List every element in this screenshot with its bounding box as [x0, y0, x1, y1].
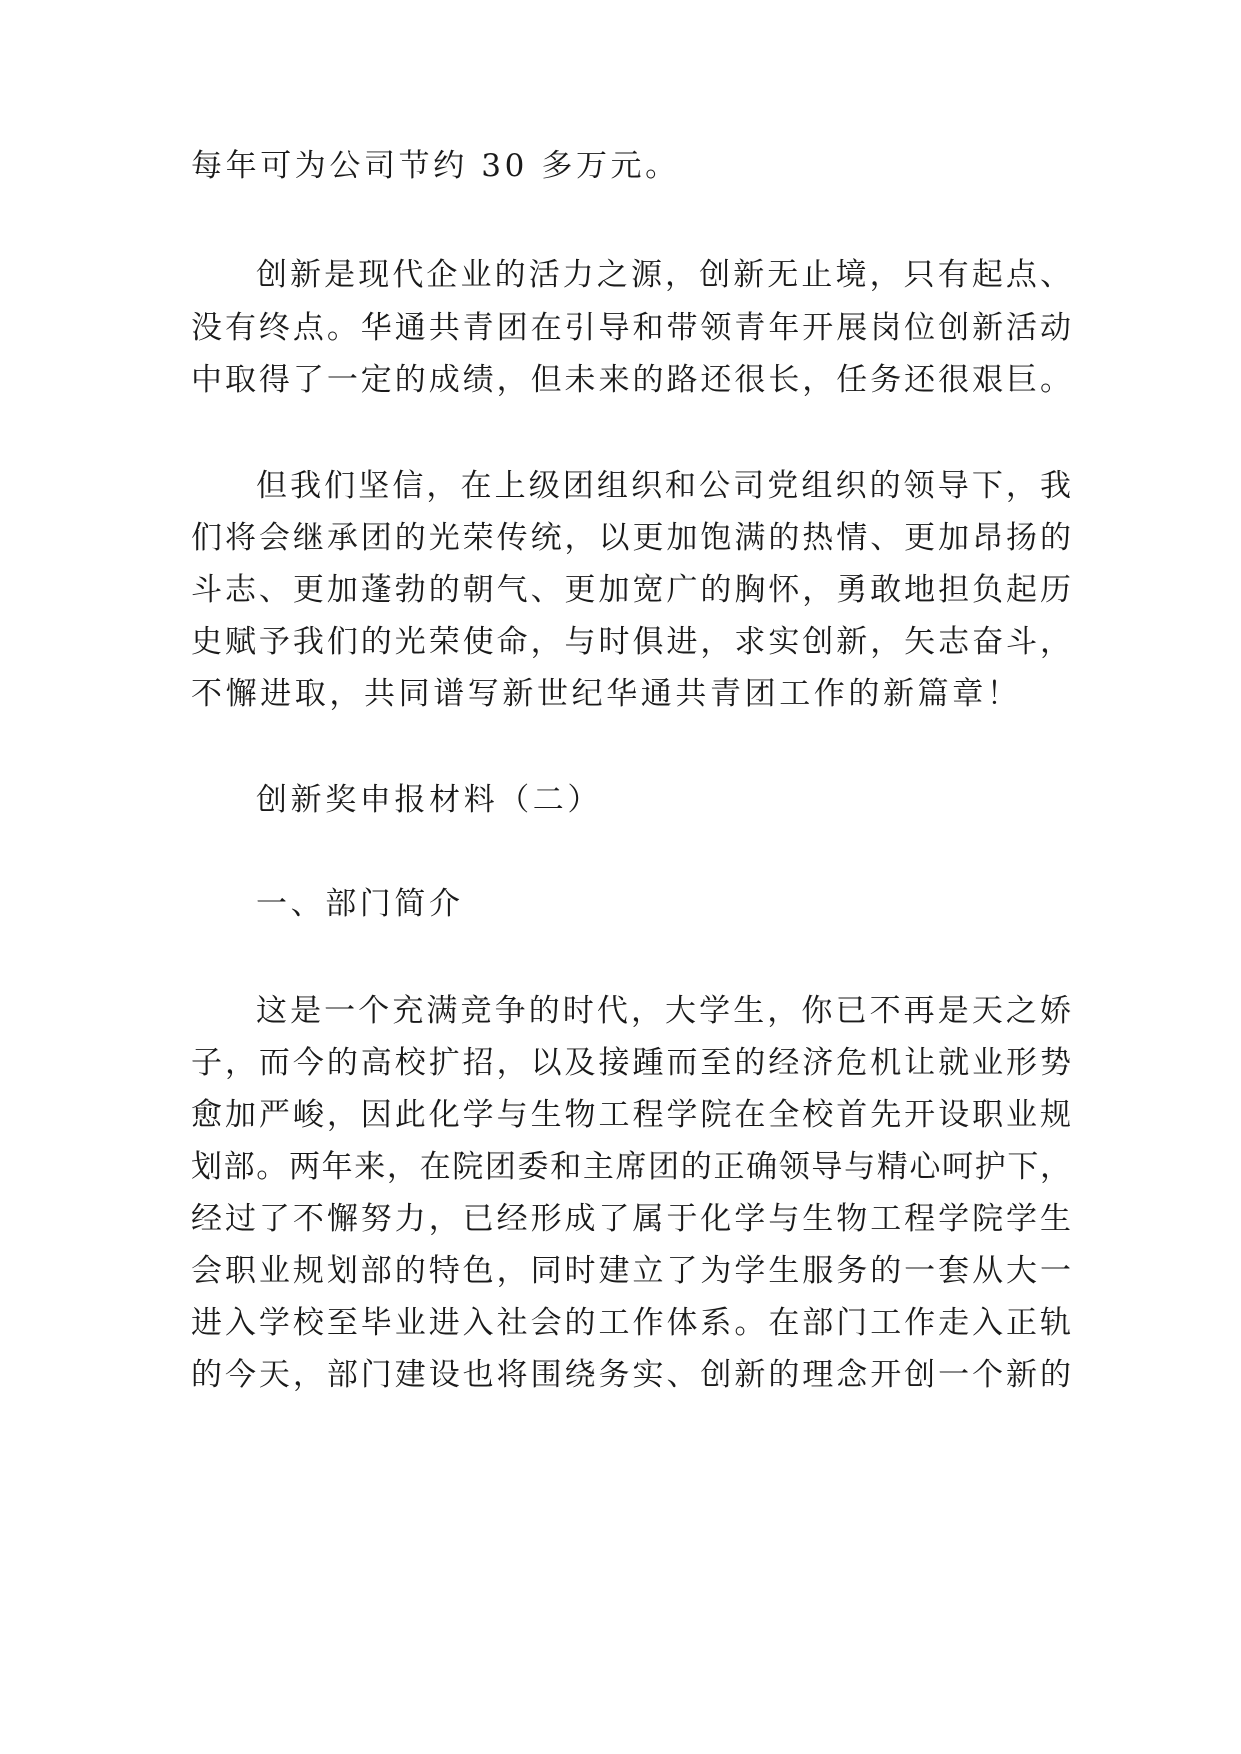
paragraph-line: 进入学校至毕业进入社会的工作体系。在部门工作走入正轨 — [191, 1305, 1071, 1341]
paragraph-line: 会职业规划部的特色，同时建立了为学生服务的一套从大一 — [191, 1253, 1071, 1289]
paragraph-line: 子，而今的高校扩招，以及接踵而至的经济危机让就业形势 — [191, 1045, 1071, 1081]
paragraph-line: 没有终点。华通共青团在引导和带领青年开展岗位创新活动 — [191, 310, 1071, 346]
paragraph-line: 划部。两年来，在院团委和主席团的正确领导与精心呵护下， — [191, 1149, 1071, 1185]
paragraph-line: 的今天，部门建设也将围绕务实、创新的理念开创一个新的 — [191, 1357, 1071, 1393]
paragraph-line: 经过了不懈努力，已经形成了属于化学与生物工程学院学生 — [191, 1201, 1071, 1237]
paragraph-line: 们将会继承团的光荣传统，以更加饱满的热情、更加昂扬的 — [191, 520, 1071, 556]
section-heading: 创新奖申报材料（二） — [256, 782, 602, 818]
paragraph-line: 这是一个充满竞争的时代，大学生，你已不再是天之娇 — [256, 993, 1071, 1029]
paragraph-line: 创新是现代企业的活力之源，创新无止境，只有起点、 — [256, 257, 1071, 293]
paragraph-line: 愈加严峻，因此化学与生物工程学院在全校首先开设职业规 — [191, 1097, 1071, 1133]
paragraph-line: 但我们坚信，在上级团组织和公司党组织的领导下，我 — [256, 468, 1071, 504]
paragraph-line: 史赋予我们的光荣使命，与时俱进，求实创新，矢志奋斗， — [191, 624, 1071, 660]
paragraph-line: 每年可为公司节约 30 多万元。 — [191, 148, 680, 184]
paragraph-line: 中取得了一定的成绩，但未来的路还很长，任务还很艰巨。 — [191, 362, 1071, 398]
paragraph-line: 斗志、更加蓬勃的朝气、更加宽广的胸怀，勇敢地担负起历 — [191, 572, 1071, 608]
paragraph-line: 不懈进取，共同谱写新世纪华通共青团工作的新篇章！ — [191, 676, 1022, 712]
subsection-heading: 一、部门简介 — [256, 886, 464, 922]
